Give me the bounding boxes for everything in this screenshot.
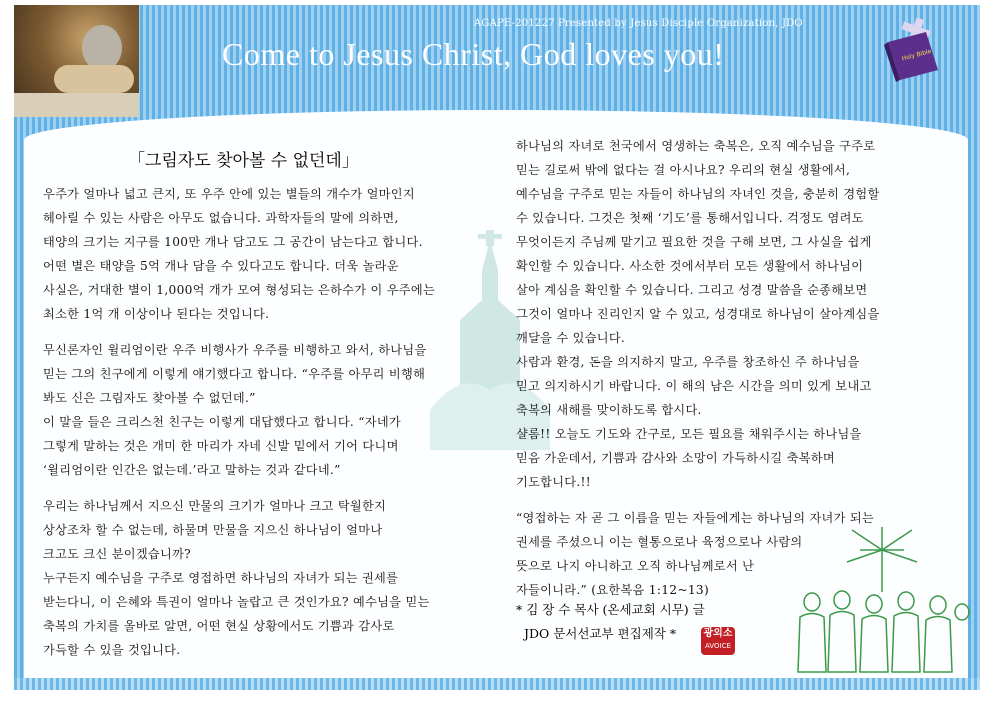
text-line: 깨달을 수 있습니다. [516, 331, 626, 345]
text-line: 어떤 별은 태양을 5억 개나 담을 수 있다고도 합니다. 더욱 놀라운 [43, 259, 399, 273]
photo-hands [54, 65, 134, 93]
article-title: 「그림자도 찾아볼 수 없던데」 [128, 151, 359, 171]
text-line: 가득할 수 있을 것입니다. [43, 643, 181, 657]
text-line: 축복의 가치를 올바로 알면, 어떤 현실 상황에서도 기쁨과 감사로 [43, 619, 395, 633]
author-credit [516, 598, 705, 646]
text-line: 우리는 하나님께서 지으신 만물의 크기가 얼마나 크고 탁월한지 [43, 499, 387, 513]
text-line: 봐도 신은 그림자도 찾아볼 수 없던데.” [43, 391, 256, 405]
text-line: 무엇이든지 주님께 맡기고 필요한 것을 구해 보면, 그 사실을 쉽게 [516, 235, 872, 249]
text-line: 예수님을 구주로 믿는 자들이 하나님의 자녀인 것을, 충분히 경험할 [516, 187, 880, 201]
text-line: 태양의 크기는 지구를 100만 개나 담고도 그 공간이 남는다고 합니다. [43, 235, 423, 249]
text-line: 믿음 가운데서, 기쁨과 감사와 소망이 가득하시길 축복하며 [516, 451, 835, 465]
header-meta: AGAPE-201227 Presented by Jesus Disciple Organization, JDO [474, 18, 803, 29]
paragraph-creation [43, 494, 483, 662]
text-line: 그것이 얼마나 진리인지 알 수 있고, 성경대로 하나님이 살아계심을 [516, 307, 880, 321]
text-line: 헤아릴 수 있는 사람은 아무도 없습니다. 과학자들의 말에 의하면, [43, 211, 399, 225]
text-line: 크고도 크신 분이겠습니까? [43, 547, 191, 561]
crowd-cross-illustration [792, 522, 972, 682]
paragraph-blessing [516, 134, 944, 494]
text-line: 뜻으로 나지 아니하고 오직 하나님께로서 난 [516, 559, 755, 573]
left-column [43, 182, 483, 674]
text-line: “영접하는 자 곧 그 이름을 믿는 자들에게는 하나님의 자녀가 되는 [516, 511, 874, 525]
text-line: 상상조차 할 수 없는데, 하물며 만물을 지으신 하나님이 얼마나 [43, 523, 383, 537]
bible-cross-icon [882, 18, 944, 84]
credit-author: * 김 장 수 목사 (온세교회 시무) 글 [516, 602, 705, 617]
text-line: 살아 계심을 확인할 수 있습니다. 그리고 성경 말씀을 순종해보면 [516, 283, 868, 297]
text-line: 권세를 주셨으니 이는 혈통으로나 육정으로나 사람의 [516, 535, 803, 549]
avoice-logo [701, 627, 735, 655]
text-line: 수 있습니다. 그것은 첫째 ‘기도’를 통해서입니다. 걱정도 염려도 [516, 211, 864, 225]
text-line: 축복의 새해를 맞이하도록 합시다. [516, 403, 702, 417]
paragraph-universe [43, 182, 483, 326]
text-line: 이 말을 들은 크리스천 친구는 이렇게 대답했다고 합니다. “자네가 [43, 415, 401, 429]
photo-table [14, 93, 139, 117]
text-line: 믿는 길로써 밖에 없다는 걸 아시나요? 우리의 현실 생활에서, [516, 163, 851, 177]
text-line: 믿고 의지하시기 바랍니다. 이 해의 남은 시간을 의미 있게 보내고 [516, 379, 872, 393]
praying-man-photo [14, 5, 139, 117]
text-line: 믿는 그의 친구에게 이렇게 얘기했다고 합니다. “우주를 아무리 비행해 [43, 367, 426, 381]
credit-publisher: JDO 문서선교부 편집제작 * [523, 626, 677, 641]
header-title: Come to Jesus Christ, God loves you! [222, 36, 725, 72]
text-line: 확인할 수 있습니다. 사소한 것에서부터 모든 생활에서 하나님이 [516, 259, 864, 273]
logo-text-korean: 광외소 [703, 628, 733, 639]
text-line: 받는다니, 이 은혜와 특권이 얼마나 놀랍고 큰 것인가요? 예수님을 믿는 [43, 595, 430, 609]
bible-label: Holy Bible [901, 47, 933, 63]
logo-text-english: AVOICE [705, 642, 731, 650]
text-line: 사실은, 거대한 별이 1,000억 개가 모여 형성되는 은하수가 이 우주에는 [43, 283, 436, 297]
text-line: 그렇게 말하는 것은 개미 한 마리가 자네 신발 밑에서 기어 다니며 [43, 439, 399, 453]
text-line: 최소한 1억 개 이상이나 된다는 것입니다. [43, 307, 270, 321]
text-line: 하나님의 자녀로 천국에서 영생하는 축복은, 오직 예수님을 구주로 [516, 139, 876, 153]
paragraph-astronaut [43, 338, 483, 482]
text-line: 샬롬!! 오늘도 기도와 간구로, 모든 필요를 채워주시는 하나님을 [516, 427, 862, 441]
text-line: 무신론자인 윌리엄이란 우주 비행사가 우주를 비행하고 와서, 하나님을 [43, 343, 427, 357]
text-line: 사람과 환경, 돈을 의지하지 말고, 우주를 창조하신 주 하나님을 [516, 355, 860, 369]
text-line: 우주가 얼마나 넓고 큰지, 또 우주 안에 있는 별들의 개수가 얼마인지 [43, 187, 415, 201]
text-line: 누구든지 예수님을 구주로 영접하면 하나님의 자녀가 되는 권세를 [43, 571, 399, 585]
text-line: ‘윌리엄이란 인간은 없는데.’라고 말하는 것과 같다네.” [43, 463, 341, 477]
text-line: 기도합니다.!! [516, 475, 591, 489]
text-line: 자들이니라.” (요한복음 1:12~13) [516, 583, 710, 597]
